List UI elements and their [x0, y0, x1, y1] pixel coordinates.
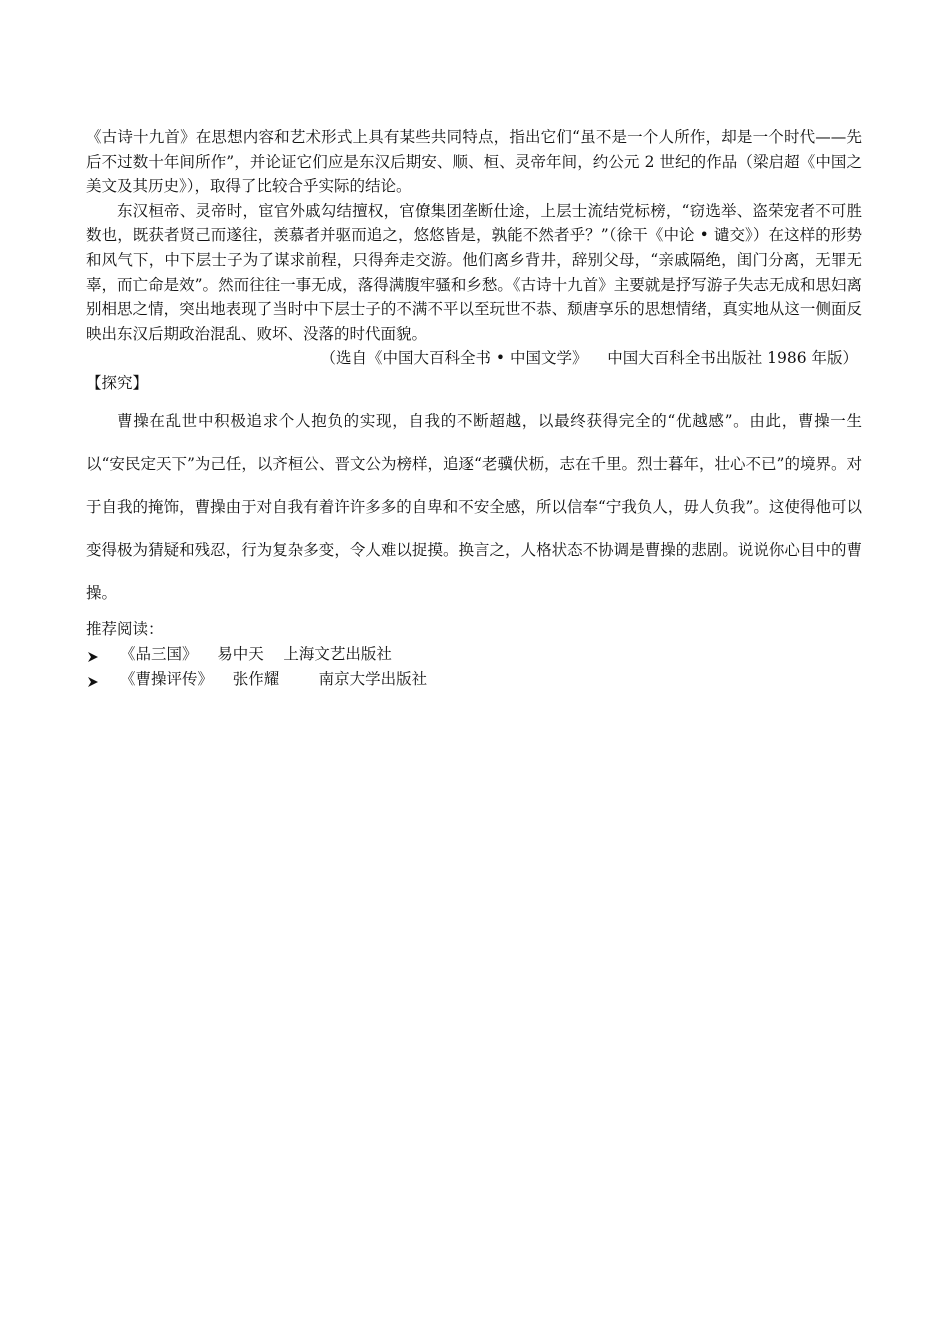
recommended-book-2: 《曹操评传》 张作耀 南京大学出版社 [120, 669, 428, 688]
explore-paragraph: 曹操在乱世中积极追求个人抱负的实现，自我的不断超越，以最终获得完全的“优越感”。由此，曹操一生以“安民定天下”为己任，以齐桓公、晋文公为榜样，追逐“老骥伏枥，志在千里。烈士暮年，壮心不已”的境界。对于自我的掩饰，曹操由于对自我有着许许多多的自卑和不安全感，所以信奉“宁我负人，毋人负我”。这使得他可以变得极为猜疑和残忍，行为复杂多变，令人难以捉摸。换言之，人格状态不协调是曹操的悲剧。说说你心目中的曹操。 [86, 411, 862, 602]
recommended-reading-list [86, 642, 862, 692]
arrow-bullet-icon [86, 672, 100, 686]
source-citation: （选自《中国大百科全书 • 中国文学》 中国大百科全书出版社 1986 年版） [320, 349, 858, 368]
explore-heading: 【探究】 [86, 373, 149, 392]
document-page [86, 125, 862, 692]
list-item [86, 667, 862, 692]
recommended-book-1: 《品三国》 易中天 上海文艺出版社 [120, 644, 392, 663]
intro-paragraph-1: 《古诗十九首》在思想内容和艺术形式上具有某些共同特点，指出它们“虽不是一个人所作，却是一个时代——先后不过数十年间所作”，并论证它们应是东汉后期安、顺、桓、灵帝年间，约公元 2 世纪的作品（梁启超《中国之美文及其历史》），取得了比较合乎实际的结论。 [86, 128, 862, 196]
recommended-reading-title: 推荐阅读： [86, 619, 164, 638]
arrow-bullet-icon [86, 647, 100, 661]
list-item [86, 642, 862, 667]
intro-paragraph-2: 东汉桓帝、灵帝时，宦官外戚勾结擅权，官僚集团垄断仕途，上层士流结党标榜，“窃选举、盗荣宠者不可胜数也，既获者贤己而遂往，羡慕者并驱而追之，悠悠皆是，孰能不然者乎？”（徐干《中论 • 谴交》）在这样的形势和风气下，中下层士子为了谋求前程，只得奔走交游。他们离乡背井，辞别父母，“亲戚隔绝，闺门分离，无罪无辜，而亡命是效”。然而往往一事无成，落得满腹牢骚和乡愁。《古诗十九首》主要就是抒写游子失志无成和思妇离别相思之情，突出地表现了当时中下层士子的不满不平以至玩世不恭、颓唐享乐的思想情绪，真实地从这一侧面反映出东汉后期政治混乱、败坏、没落的时代面貌。 [86, 201, 862, 343]
